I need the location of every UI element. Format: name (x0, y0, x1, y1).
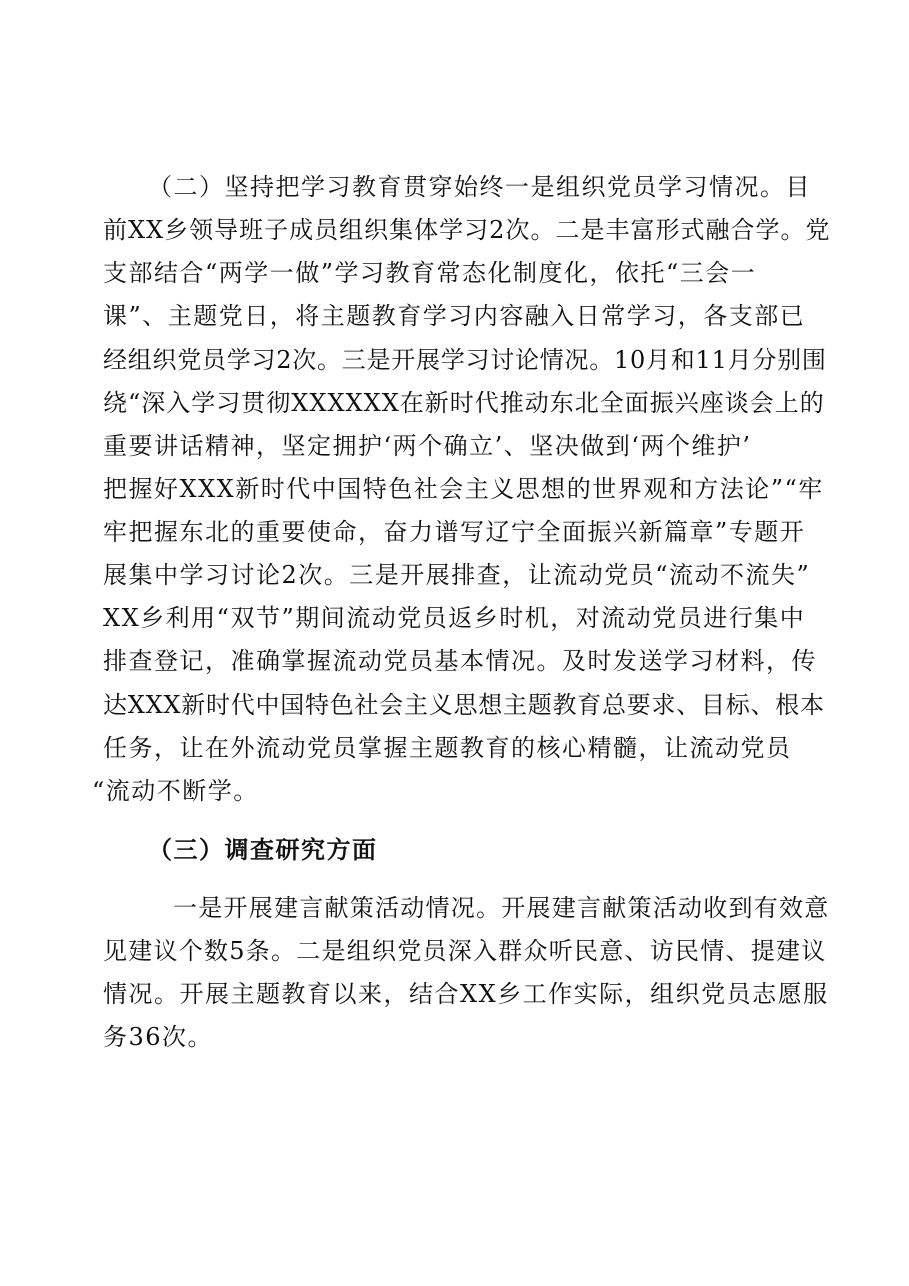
section-two-line-14: 任务，让在外流动党员掌握主题教育的核心精髓，让流动党员 (103, 734, 792, 762)
section-two-line-10: 展集中学习讨论2次。三是开展排查，让流动党员“流动不流失” (103, 561, 811, 589)
section-three-line-1: 一是开展建言献策活动情况。开展建言献策活动收到有效意 (173, 894, 830, 922)
section-three-line-4: 务36次。 (103, 1023, 214, 1051)
section-two-line-11: XX乡利用“双节”期间流动党员返乡时机，对流动党员进行集中 (103, 604, 806, 632)
section-two-line-7: 重要讲话精神，坚定拥护‘两个确立’、坚决做到‘两个维护’ (103, 432, 752, 460)
section-two-line-5: 经组织党员学习2次。三是开展学习讨论情况。10月和11月分别围 (103, 346, 827, 374)
section-two-line-3: 支部结合“两学一做”学习教育常态化制度化，依托“三会一 (103, 259, 757, 287)
section-three-line-2: 见建议个数5条。二是组织党员深入群众听民意、访民情、提建议 (103, 937, 827, 965)
section-two-line-9: 牢把握东北的重要使命，奋力谱写辽宁全面振兴新篇章”专题开 (103, 518, 806, 546)
section-two-line-2: 前XX乡领导班子成员组织集体学习2次。二是丰富形式融合学。党 (103, 216, 831, 244)
section-two-line-13: 达XXX新时代中国特色社会主义思想主题教育总要求、目标、根本 (103, 691, 825, 719)
section-two-line-12: 排查登记，准确掌握流动党员基本情况。及时发送学习材料，传 (103, 647, 817, 675)
section-two-line-8: 把握好XXX新时代中国特色社会主义思想的世界观和方法论”“牢 (103, 475, 824, 503)
section-two-line-1: （二）坚持把学习教育贯穿始终一是组织党员学习情况。目 (148, 173, 811, 201)
section-two-line-6: 绕“深入学习贯彻XXXXXX在新时代推动东北全面振兴座谈会上的 (103, 389, 825, 417)
section-two-line-15: “流动不断学。 (92, 777, 259, 805)
section-two-line-4: 课”、主题党日，将主题教育学习内容融入日常学习，各支部已 (103, 302, 806, 330)
section-three-line-3: 情况。开展主题教育以来，结合XX乡工作实际，组织党员志愿服 (103, 980, 829, 1008)
section-three-heading: （三）调查研究方面 (148, 835, 378, 864)
